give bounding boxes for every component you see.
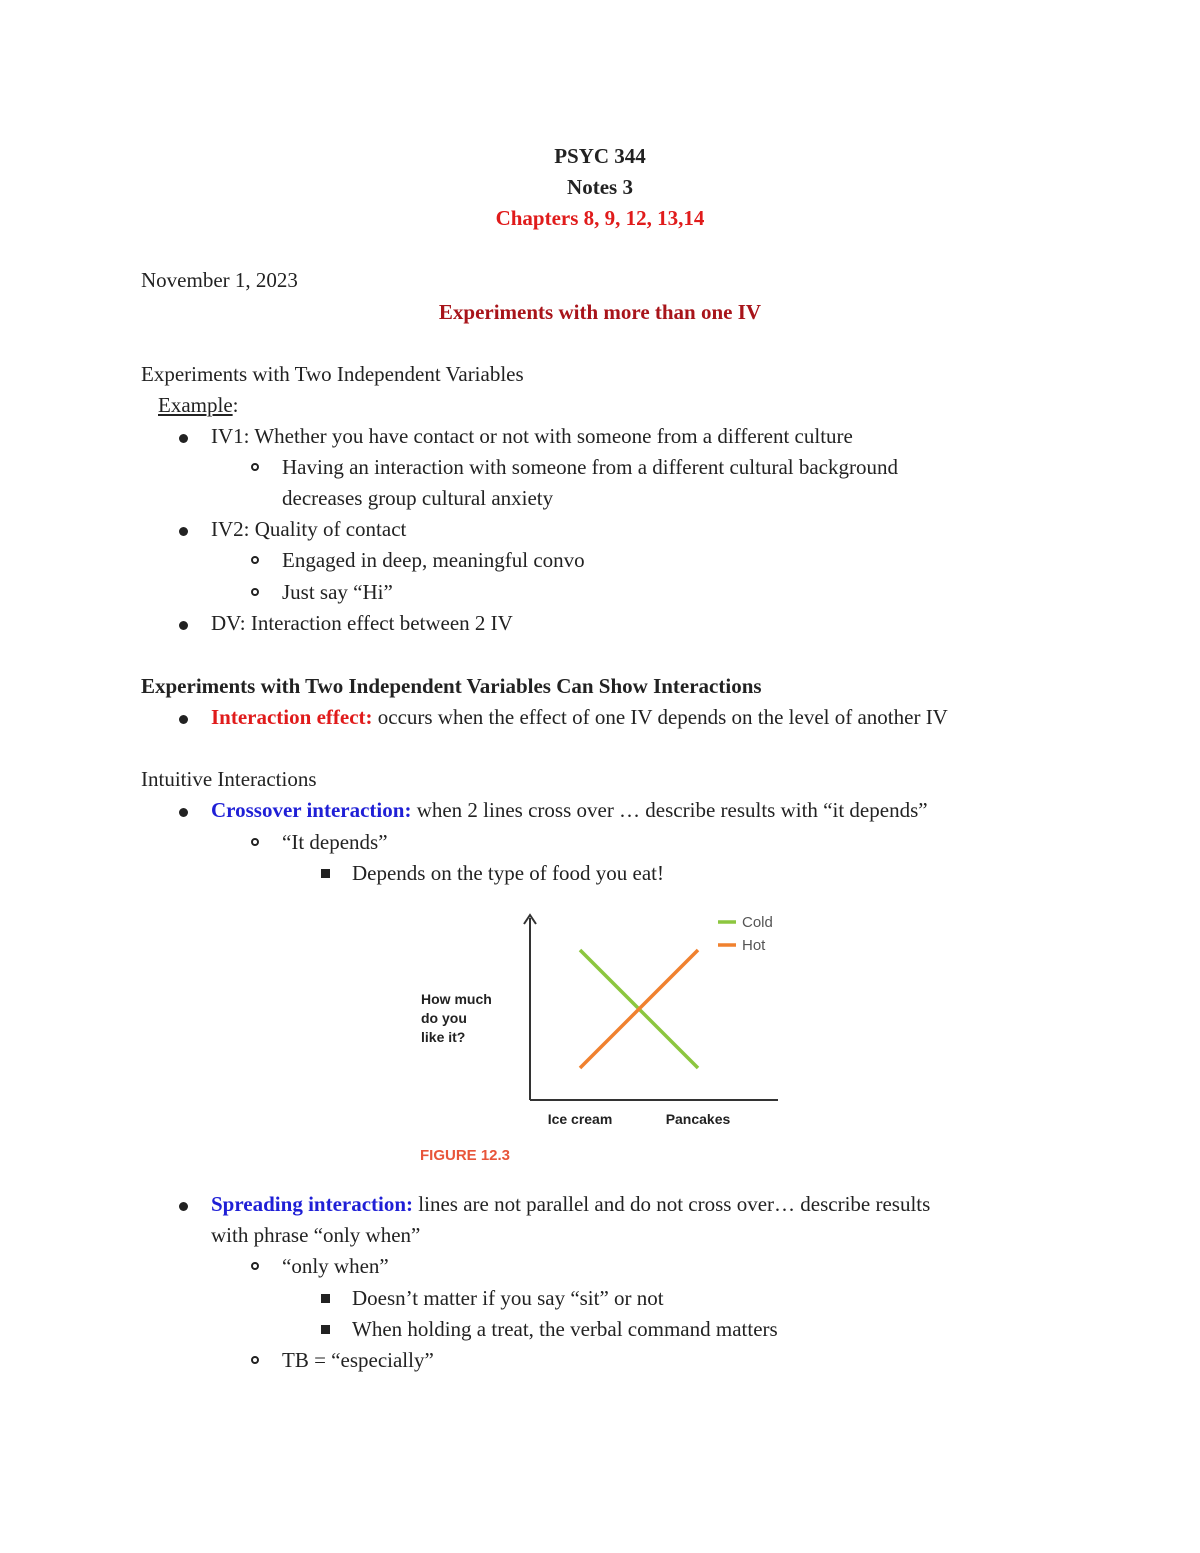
square-bullet-icon	[321, 1294, 330, 1303]
x-tick-label: Ice cream	[547, 1111, 613, 1127]
section1-heading: Experiments with Two Independent Variables	[141, 362, 524, 386]
spreading-item	[211, 1194, 930, 1215]
bullet-icon	[179, 1202, 188, 1211]
interaction-effect-term: Interaction effect:	[211, 705, 373, 729]
dv-item: DV: Interaction effect between 2 IV	[211, 611, 513, 635]
crossover-chart	[400, 900, 800, 1180]
spreading-term: Spreading interaction:	[211, 1192, 414, 1216]
x-tick-label: Pancakes	[665, 1111, 731, 1127]
example-colon: :	[232, 393, 239, 417]
circle-bullet-icon	[251, 588, 259, 596]
date: November 1, 2023	[141, 268, 298, 292]
crossover-subsub: Depends on the type of food you eat!	[352, 861, 664, 885]
legend-label-hot: Hot	[742, 937, 766, 954]
circle-bullet-icon	[251, 1262, 259, 1270]
spreading-subsub2: When holding a treat, the verbal command matters	[352, 1317, 778, 1341]
y-axis-label-line: like it?	[421, 1029, 466, 1045]
spreading-sub2: TB = “especially”	[282, 1348, 434, 1372]
legend-label-cold: Cold	[742, 914, 773, 931]
section3-heading: Intuitive Interactions	[141, 767, 317, 791]
interaction-effect-item	[211, 707, 948, 728]
spreading-definition-line2: with phrase “only when”	[211, 1223, 421, 1247]
y-axis-label-line: do you	[421, 1010, 467, 1026]
figure-label: FIGURE 12.3	[420, 1147, 511, 1164]
iv2-sub2: Just say “Hi”	[282, 580, 393, 604]
section2-heading: Experiments with Two Independent Variables Can Show Interactions	[141, 674, 762, 698]
iv1-sub-line1: Having an interaction with someone from a different cultural background	[282, 455, 898, 479]
chapters-title: Chapters 8, 9, 12, 13,14	[495, 206, 705, 230]
spreading-sub: “only when”	[282, 1254, 389, 1278]
iv1-sub-line2: decreases group cultural anxiety	[282, 486, 554, 510]
crossover-item	[211, 800, 928, 821]
circle-bullet-icon	[251, 838, 259, 846]
y-axis-label-line: How much	[421, 991, 492, 1007]
circle-bullet-icon	[251, 463, 259, 471]
circle-bullet-icon	[251, 1356, 259, 1364]
bullet-icon	[179, 715, 188, 724]
iv1-item: IV1: Whether you have contact or not with someone from a different culture	[211, 424, 853, 448]
iv2-item: IV2: Quality of contact	[211, 517, 407, 541]
crossover-definition: when 2 lines cross over … describe results with “it depends”	[411, 798, 928, 822]
spreading-definition: lines are not parallel and do not cross over… describe results	[413, 1192, 931, 1216]
bullet-icon	[179, 621, 188, 630]
square-bullet-icon	[321, 1325, 330, 1334]
bullet-icon	[179, 527, 188, 536]
bullet-icon	[179, 808, 188, 817]
square-bullet-icon	[321, 869, 330, 878]
crossover-sub: “It depends”	[282, 830, 388, 854]
notes-title: Notes 3	[567, 175, 633, 199]
crossover-term: Crossover interaction:	[211, 798, 412, 822]
example-label-row	[158, 395, 238, 416]
bullet-icon	[179, 434, 188, 443]
spreading-subsub1: Doesn’t matter if you say “sit” or not	[352, 1286, 664, 1310]
example-label: Example	[158, 393, 233, 417]
course-title: PSYC 344	[554, 144, 646, 168]
interaction-effect-definition: occurs when the effect of one IV depends on the level of another IV	[372, 705, 948, 729]
iv2-sub1: Engaged in deep, meaningful convo	[282, 548, 585, 572]
section-title: Experiments with more than one IV	[438, 300, 762, 324]
circle-bullet-icon	[251, 556, 259, 564]
